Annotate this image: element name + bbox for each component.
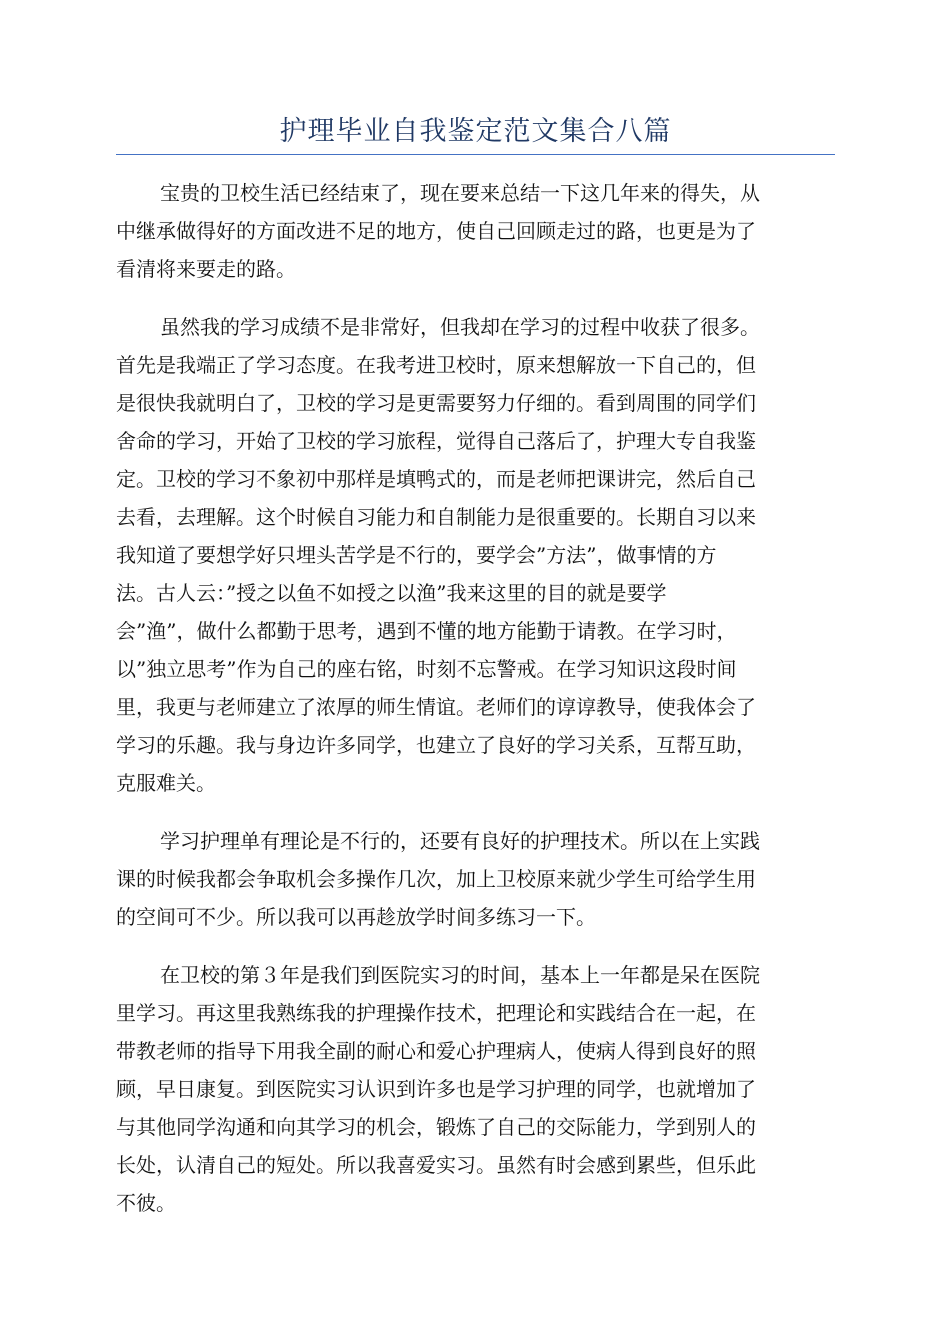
paragraph-line: 中继承做得好的方面改进不足的地方，使自己回顾走过的路，也更是为了 [116, 219, 756, 243]
paragraph-line: 定。卫校的学习不象初中那样是填鸭式的，而是老师把课讲完，然后自己 [116, 467, 756, 491]
paragraph-line: 舍命的学习，开始了卫校的学习旅程，觉得自己落后了，护理大专自我鉴 [116, 429, 756, 453]
page-title: 护理毕业自我鉴定范文集合八篇 [279, 116, 672, 147]
paragraph-line: 以”独立思考”作为自己的座右铭，时刻不忘警戒。在学习知识这段时间 [116, 657, 737, 681]
paragraph-line: 里学习。再这里我熟练我的护理操作技术，把理论和实践结合在一起，在 [116, 1001, 756, 1025]
paragraph-line: 的空间可不少。所以我可以再趁放学时间多练习一下。 [116, 905, 596, 929]
paragraph-line: 长处，认清自己的短处。所以我喜爱实习。虽然有时会感到累些，但乐此 [116, 1153, 756, 1177]
paragraph-line: 虽然我的学习成绩不是非常好，但我却在学习的过程中收获了很多。 [160, 315, 760, 339]
paragraph-line: 是很快我就明白了，卫校的学习是更需要努力仔细的。看到周围的同学们 [116, 391, 756, 415]
document-body [116, 174, 835, 1242]
paragraph-line: 克服难关。 [116, 771, 216, 795]
paragraph-3 [116, 822, 835, 936]
paragraph-line: 顾，早日康复。到医院实习认识到许多也是学习护理的同学，也就增加了 [116, 1077, 756, 1101]
paragraph-line: 课的时候我都会争取机会多操作几次，加上卫校原来就少学生可给学生用 [116, 867, 756, 891]
paragraph-line: 带教老师的指导下用我全副的耐心和爱心护理病人，使病人得到良好的照 [116, 1039, 756, 1063]
paragraph-line: 会”渔”，做什么都勤于思考，遇到不懂的地方能勤于请教。在学习时， [116, 619, 737, 643]
paragraph-1 [116, 174, 835, 288]
paragraph-line: 里，我更与老师建立了浓厚的师生情谊。老师们的谆谆教导，使我体会了 [116, 695, 756, 719]
paragraph-line: 不彼。 [116, 1191, 176, 1215]
paragraph-line: 我知道了要想学好只埋头苦学是不行的，要学会”方法”，做事情的方 [116, 543, 717, 567]
paragraph-2 [116, 308, 835, 802]
paragraph-line: 首先是我端正了学习态度。在我考进卫校时，原来想解放一下自己的，但 [116, 353, 756, 377]
paragraph-line: 学习的乐趣。我与身边许多同学，也建立了良好的学习关系，互帮互助， [116, 733, 756, 757]
paragraph-line: 学习护理单有理论是不行的，还要有良好的护理技术。所以在上实践 [160, 829, 760, 853]
paragraph-line: 看清将来要走的路。 [116, 257, 296, 281]
paragraph-line: 去看，去理解。这个时候自习能力和自制能力是很重要的。长期自习以来 [116, 505, 756, 529]
paragraph-line: 宝贵的卫校生活已经结束了，现在要来总结一下这几年来的得失，从 [160, 181, 760, 205]
paragraph-line: 与其他同学沟通和向其学习的机会，锻炼了自己的交际能力，学到别人的 [116, 1115, 756, 1139]
title-underline [116, 154, 835, 155]
paragraph-line: 法。古人云：”授之以鱼不如授之以渔”我来这里的目的就是要学 [116, 581, 667, 605]
paragraph-line: 在卫校的第３年是我们到医院实习的时间，基本上一年都是呆在医院 [160, 963, 760, 987]
paragraph-4 [116, 956, 835, 1222]
